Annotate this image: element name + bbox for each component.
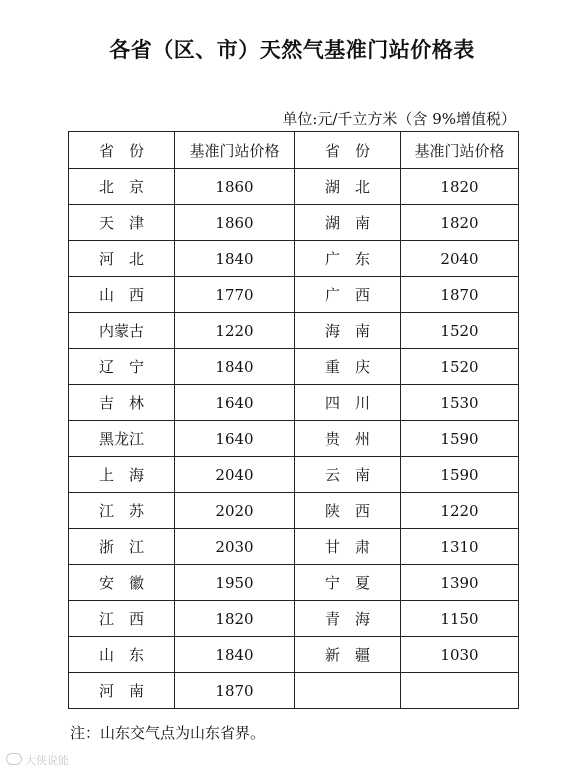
- province-cell: 江 苏: [69, 493, 175, 529]
- province-cell: 河 南: [69, 673, 175, 709]
- province-cell: 湖 南: [295, 205, 401, 241]
- province-cell: 湖 北: [295, 169, 401, 205]
- price-cell: 1220: [401, 493, 519, 529]
- province-cell: 广 东: [295, 241, 401, 277]
- province-cell: 宁 夏: [295, 565, 401, 601]
- price-cell: 1770: [175, 277, 295, 313]
- table-row: [69, 385, 519, 421]
- price-cell: 2040: [175, 457, 295, 493]
- price-cell: 2030: [175, 529, 295, 565]
- footnote: 注：山东交气点为山东省界。: [70, 724, 266, 742]
- price-cell: 1820: [401, 205, 519, 241]
- table-row: [69, 673, 519, 709]
- table-row: [69, 493, 519, 529]
- province-cell: 安 徽: [69, 565, 175, 601]
- province-cell: 辽 宁: [69, 349, 175, 385]
- province-cell: 甘 肃: [295, 529, 401, 565]
- province-cell: 山 西: [69, 277, 175, 313]
- header-price-2: 基准门站价格: [401, 132, 519, 169]
- price-cell: 1220: [175, 313, 295, 349]
- price-cell: 2020: [175, 493, 295, 529]
- province-cell: 四 川: [295, 385, 401, 421]
- table-row: [69, 529, 519, 565]
- price-cell: 1640: [175, 385, 295, 421]
- table-row: [69, 637, 519, 673]
- table-row: [69, 241, 519, 277]
- header-price-1: 基准门站价格: [175, 132, 295, 169]
- province-cell: 山 东: [69, 637, 175, 673]
- table-row: [69, 277, 519, 313]
- table-body: [69, 169, 519, 709]
- table-header-row: [69, 132, 519, 169]
- watermark-text: 大侠说能: [25, 754, 69, 767]
- price-cell: 1530: [401, 385, 519, 421]
- province-cell: 陕 西: [295, 493, 401, 529]
- price-cell: 1950: [175, 565, 295, 601]
- province-cell: 黑龙江: [69, 421, 175, 457]
- watermark: [6, 752, 69, 768]
- price-cell: 1310: [401, 529, 519, 565]
- province-cell: [295, 673, 401, 709]
- price-cell: 1640: [175, 421, 295, 457]
- province-cell: 海 南: [295, 313, 401, 349]
- price-cell: 1150: [401, 601, 519, 637]
- price-cell: 1820: [175, 601, 295, 637]
- province-cell: 新 疆: [295, 637, 401, 673]
- price-cell: 1390: [401, 565, 519, 601]
- table-row: [69, 205, 519, 241]
- price-cell: 2040: [401, 241, 519, 277]
- table-row: [69, 169, 519, 205]
- province-cell: 内蒙古: [69, 313, 175, 349]
- price-cell: 1590: [401, 421, 519, 457]
- table-row: [69, 601, 519, 637]
- province-cell: 浙 江: [69, 529, 175, 565]
- unit-label: 单位:元/千立方米（含 9%增值税）: [282, 110, 516, 128]
- province-cell: 江 西: [69, 601, 175, 637]
- header-province-2: 省 份: [295, 132, 401, 169]
- province-cell: 广 西: [295, 277, 401, 313]
- price-cell: 1820: [401, 169, 519, 205]
- price-cell: 1840: [175, 637, 295, 673]
- price-cell: 1520: [401, 349, 519, 385]
- price-cell: 1870: [401, 277, 519, 313]
- table-row: [69, 313, 519, 349]
- price-cell: 1860: [175, 205, 295, 241]
- province-cell: 上 海: [69, 457, 175, 493]
- price-cell: 1520: [401, 313, 519, 349]
- table-row: [69, 565, 519, 601]
- price-cell: 1030: [401, 637, 519, 673]
- province-cell: 天 津: [69, 205, 175, 241]
- price-table: [68, 131, 519, 709]
- province-cell: 吉 林: [69, 385, 175, 421]
- province-cell: 云 南: [295, 457, 401, 493]
- province-cell: 重 庆: [295, 349, 401, 385]
- price-cell: 1840: [175, 241, 295, 277]
- page-title: 各省（区、市）天然气基准门站价格表: [109, 38, 475, 62]
- province-cell: 青 海: [295, 601, 401, 637]
- weibo-icon: [6, 753, 22, 765]
- header-province-1: 省 份: [69, 132, 175, 169]
- price-cell: [401, 673, 519, 709]
- price-cell: 1840: [175, 349, 295, 385]
- price-cell: 1590: [401, 457, 519, 493]
- table-row: [69, 349, 519, 385]
- table-row: [69, 457, 519, 493]
- table-row: [69, 421, 519, 457]
- province-cell: 贵 州: [295, 421, 401, 457]
- price-cell: 1860: [175, 169, 295, 205]
- province-cell: 河 北: [69, 241, 175, 277]
- province-cell: 北 京: [69, 169, 175, 205]
- price-cell: 1870: [175, 673, 295, 709]
